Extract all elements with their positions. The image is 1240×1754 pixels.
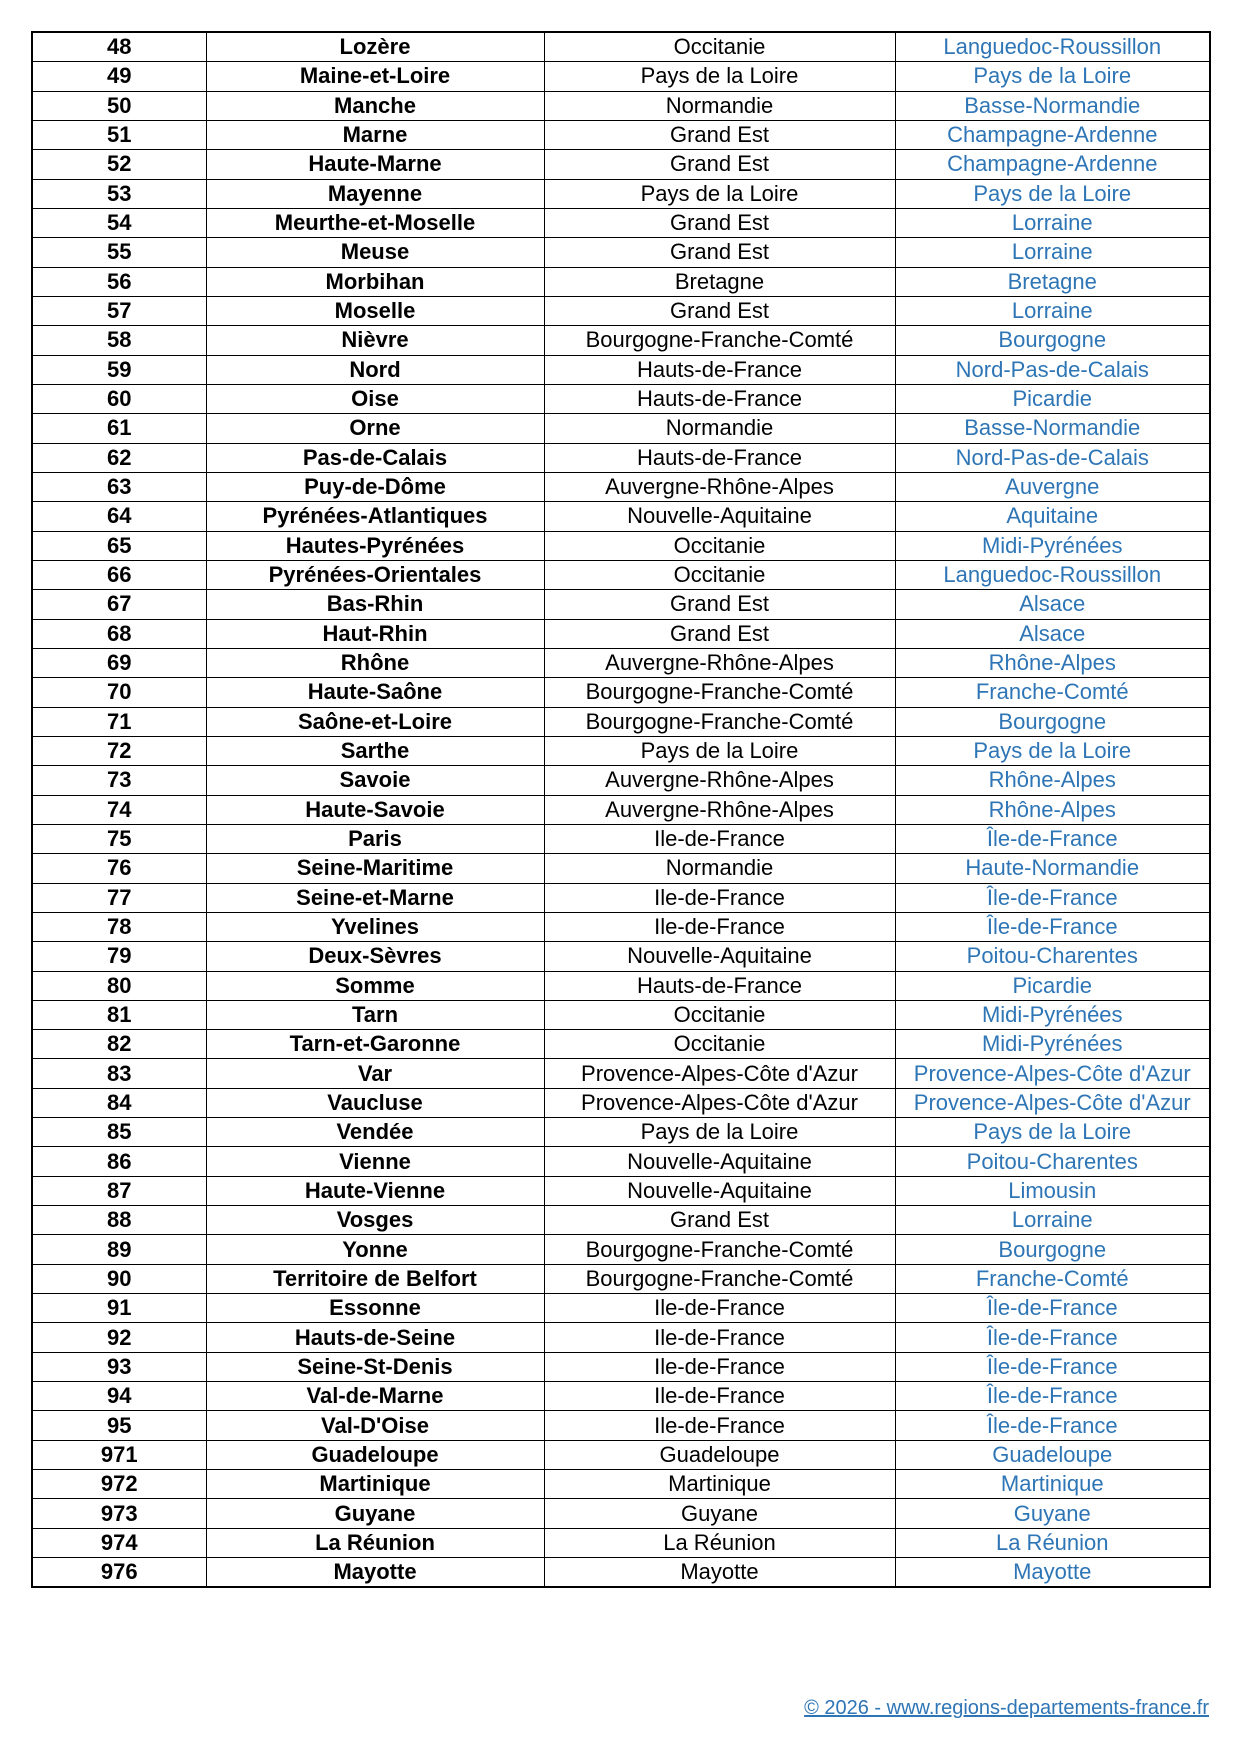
former-region-name: Poitou-Charentes <box>895 942 1210 971</box>
department-name: Nord <box>206 355 544 384</box>
table-row <box>32 296 1210 325</box>
department-name: Val-D'Oise <box>206 1411 544 1440</box>
department-name: Haute-Marne <box>206 150 544 179</box>
table-row <box>32 1176 1210 1205</box>
former-region-name: Lorraine <box>895 238 1210 267</box>
former-region-name: Franche-Comté <box>895 678 1210 707</box>
department-number: 93 <box>32 1352 206 1381</box>
table-row <box>32 62 1210 91</box>
department-number: 62 <box>32 443 206 472</box>
former-region-name: Poitou-Charentes <box>895 1147 1210 1176</box>
department-number: 54 <box>32 208 206 237</box>
table-row <box>32 120 1210 149</box>
former-region-name: Île-de-France <box>895 1352 1210 1381</box>
table-row <box>32 1382 1210 1411</box>
department-number: 84 <box>32 1088 206 1117</box>
former-region-name: Île-de-France <box>895 824 1210 853</box>
former-region-name: Limousin <box>895 1176 1210 1205</box>
former-region-name: Provence-Alpes-Côte d'Azur <box>895 1059 1210 1088</box>
former-region-name: Nord-Pas-de-Calais <box>895 355 1210 384</box>
table-row <box>32 1030 1210 1059</box>
table-row <box>32 1147 1210 1176</box>
department-number: 71 <box>32 707 206 736</box>
table-row <box>32 1352 1210 1381</box>
table-row <box>32 531 1210 560</box>
table-row <box>32 502 1210 531</box>
table-row <box>32 91 1210 120</box>
department-name: Mayenne <box>206 179 544 208</box>
former-region-name: Île-de-France <box>895 1382 1210 1411</box>
former-region-name: Haute-Normandie <box>895 854 1210 883</box>
table-row <box>32 942 1210 971</box>
former-region-name: Île-de-France <box>895 912 1210 941</box>
department-name: Territoire de Belfort <box>206 1264 544 1293</box>
table-row <box>32 883 1210 912</box>
former-region-name: Franche-Comté <box>895 1264 1210 1293</box>
department-name: Martinique <box>206 1470 544 1499</box>
department-number: 70 <box>32 678 206 707</box>
former-region-name: Champagne-Ardenne <box>895 120 1210 149</box>
department-name: Pyrénées-Atlantiques <box>206 502 544 531</box>
department-number: 67 <box>32 590 206 619</box>
department-name: Deux-Sèvres <box>206 942 544 971</box>
table-row <box>32 179 1210 208</box>
region-name: Provence-Alpes-Côte d'Azur <box>544 1088 895 1117</box>
department-name: Saône-et-Loire <box>206 707 544 736</box>
region-name: Grand Est <box>544 296 895 325</box>
department-name: Rhône <box>206 648 544 677</box>
department-number: 95 <box>32 1411 206 1440</box>
department-name: Somme <box>206 971 544 1000</box>
region-name: Guyane <box>544 1499 895 1528</box>
department-number: 72 <box>32 736 206 765</box>
department-name: Haute-Savoie <box>206 795 544 824</box>
department-name: Vienne <box>206 1147 544 1176</box>
region-name: Nouvelle-Aquitaine <box>544 942 895 971</box>
region-name: Ile-de-France <box>544 1352 895 1381</box>
department-name: Bas-Rhin <box>206 590 544 619</box>
former-region-name: Pays de la Loire <box>895 179 1210 208</box>
department-number: 58 <box>32 326 206 355</box>
table-row <box>32 971 1210 1000</box>
region-name: Hauts-de-France <box>544 443 895 472</box>
former-region-name: Guadeloupe <box>895 1440 1210 1469</box>
region-name: Occitanie <box>544 1030 895 1059</box>
region-name: Hauts-de-France <box>544 971 895 1000</box>
department-number: 92 <box>32 1323 206 1352</box>
region-name: Auvergne-Rhône-Alpes <box>544 766 895 795</box>
copyright-link[interactable]: © 2026 - www.regions-departements-france.fr <box>804 1697 1209 1719</box>
former-region-name: Midi-Pyrénées <box>895 1030 1210 1059</box>
former-region-name: Basse-Normandie <box>895 414 1210 443</box>
table-row <box>32 1470 1210 1499</box>
department-number: 94 <box>32 1382 206 1411</box>
department-number: 76 <box>32 854 206 883</box>
table-row <box>32 208 1210 237</box>
department-name: Vaucluse <box>206 1088 544 1117</box>
table-row <box>32 1000 1210 1029</box>
former-region-name: Guyane <box>895 1499 1210 1528</box>
region-name: Nouvelle-Aquitaine <box>544 1176 895 1205</box>
former-region-name: Île-de-France <box>895 883 1210 912</box>
region-name: Ile-de-France <box>544 1382 895 1411</box>
former-region-name: Nord-Pas-de-Calais <box>895 443 1210 472</box>
region-name: Occitanie <box>544 1000 895 1029</box>
region-name: Bourgogne-Franche-Comté <box>544 678 895 707</box>
region-name: Mayotte <box>544 1558 895 1588</box>
department-name: Puy-de-Dôme <box>206 472 544 501</box>
department-number: 88 <box>32 1206 206 1235</box>
department-name: Sarthe <box>206 736 544 765</box>
department-number: 974 <box>32 1528 206 1557</box>
region-name: Pays de la Loire <box>544 62 895 91</box>
former-region-name: Auvergne <box>895 472 1210 501</box>
department-number: 87 <box>32 1176 206 1205</box>
region-name: Bourgogne-Franche-Comté <box>544 326 895 355</box>
table-row <box>32 1088 1210 1117</box>
department-number: 64 <box>32 502 206 531</box>
region-name: Nouvelle-Aquitaine <box>544 502 895 531</box>
department-number: 80 <box>32 971 206 1000</box>
region-name: Ile-de-France <box>544 824 895 853</box>
table-row <box>32 736 1210 765</box>
table-row <box>32 1264 1210 1293</box>
region-name: Ile-de-France <box>544 1323 895 1352</box>
department-number: 56 <box>32 267 206 296</box>
department-name: Haute-Vienne <box>206 1176 544 1205</box>
table-row <box>32 443 1210 472</box>
former-region-name: Pays de la Loire <box>895 62 1210 91</box>
region-name: Ile-de-France <box>544 1411 895 1440</box>
table-row <box>32 1323 1210 1352</box>
table-row <box>32 912 1210 941</box>
department-number: 972 <box>32 1470 206 1499</box>
former-region-name: Île-de-France <box>895 1294 1210 1323</box>
department-number: 69 <box>32 648 206 677</box>
former-region-name: Martinique <box>895 1470 1210 1499</box>
table-row <box>32 1558 1210 1588</box>
region-name: Pays de la Loire <box>544 736 895 765</box>
table-row <box>32 326 1210 355</box>
region-name: Normandie <box>544 91 895 120</box>
former-region-name: Bourgogne <box>895 707 1210 736</box>
department-name: Pyrénées-Orientales <box>206 560 544 589</box>
table-row <box>32 648 1210 677</box>
table-row <box>32 1059 1210 1088</box>
department-name: Seine-Maritime <box>206 854 544 883</box>
department-number: 51 <box>32 120 206 149</box>
former-region-name: Rhône-Alpes <box>895 648 1210 677</box>
region-name: Occitanie <box>544 32 895 62</box>
department-number: 81 <box>32 1000 206 1029</box>
department-name: Yonne <box>206 1235 544 1264</box>
department-name: Lozère <box>206 32 544 62</box>
department-name: Essonne <box>206 1294 544 1323</box>
department-number: 50 <box>32 91 206 120</box>
former-region-name: Picardie <box>895 971 1210 1000</box>
department-number: 57 <box>32 296 206 325</box>
department-name: Maine-et-Loire <box>206 62 544 91</box>
department-number: 61 <box>32 414 206 443</box>
department-number: 89 <box>32 1235 206 1264</box>
department-name: La Réunion <box>206 1528 544 1557</box>
department-name: Moselle <box>206 296 544 325</box>
department-name: Yvelines <box>206 912 544 941</box>
region-name: Grand Est <box>544 238 895 267</box>
department-number: 53 <box>32 179 206 208</box>
former-region-name: Champagne-Ardenne <box>895 150 1210 179</box>
region-name: Normandie <box>544 854 895 883</box>
former-region-name: Lorraine <box>895 208 1210 237</box>
department-name: Val-de-Marne <box>206 1382 544 1411</box>
region-name: Grand Est <box>544 590 895 619</box>
department-name: Vosges <box>206 1206 544 1235</box>
region-name: Occitanie <box>544 531 895 560</box>
former-region-name: Bourgogne <box>895 326 1210 355</box>
department-name: Seine-St-Denis <box>206 1352 544 1381</box>
table-row <box>32 384 1210 413</box>
former-region-name: Rhône-Alpes <box>895 795 1210 824</box>
departments-table-body <box>32 32 1210 1587</box>
table-row <box>32 355 1210 384</box>
former-region-name: Bourgogne <box>895 1235 1210 1264</box>
former-region-name: Aquitaine <box>895 502 1210 531</box>
department-number: 79 <box>32 942 206 971</box>
department-name: Oise <box>206 384 544 413</box>
former-region-name: Alsace <box>895 590 1210 619</box>
department-number: 86 <box>32 1147 206 1176</box>
department-number: 78 <box>32 912 206 941</box>
department-name: Hautes-Pyrénées <box>206 531 544 560</box>
region-name: Nouvelle-Aquitaine <box>544 1147 895 1176</box>
region-name: Hauts-de-France <box>544 384 895 413</box>
department-name: Guyane <box>206 1499 544 1528</box>
department-number: 82 <box>32 1030 206 1059</box>
table-row <box>32 824 1210 853</box>
department-name: Savoie <box>206 766 544 795</box>
former-region-name: Mayotte <box>895 1558 1210 1588</box>
department-name: Seine-et-Marne <box>206 883 544 912</box>
departments-table <box>31 31 1211 1588</box>
department-number: 66 <box>32 560 206 589</box>
region-name: Bourgogne-Franche-Comté <box>544 1235 895 1264</box>
department-name: Meuse <box>206 238 544 267</box>
table-row <box>32 1206 1210 1235</box>
former-region-name: Provence-Alpes-Côte d'Azur <box>895 1088 1210 1117</box>
region-name: Bretagne <box>544 267 895 296</box>
region-name: Pays de la Loire <box>544 1118 895 1147</box>
former-region-name: Bretagne <box>895 267 1210 296</box>
department-number: 63 <box>32 472 206 501</box>
department-name: Tarn-et-Garonne <box>206 1030 544 1059</box>
department-number: 55 <box>32 238 206 267</box>
region-name: Pays de la Loire <box>544 179 895 208</box>
region-name: Grand Est <box>544 208 895 237</box>
table-row <box>32 238 1210 267</box>
region-name: Auvergne-Rhône-Alpes <box>544 648 895 677</box>
table-row <box>32 267 1210 296</box>
region-name: La Réunion <box>544 1528 895 1557</box>
former-region-name: Lorraine <box>895 296 1210 325</box>
former-region-name: Languedoc-Roussillon <box>895 32 1210 62</box>
table-row <box>32 414 1210 443</box>
department-name: Haut-Rhin <box>206 619 544 648</box>
department-number: 74 <box>32 795 206 824</box>
table-row <box>32 1440 1210 1469</box>
department-number: 48 <box>32 32 206 62</box>
department-name: Orne <box>206 414 544 443</box>
region-name: Normandie <box>544 414 895 443</box>
former-region-name: Pays de la Loire <box>895 1118 1210 1147</box>
department-number: 91 <box>32 1294 206 1323</box>
table-row <box>32 1499 1210 1528</box>
department-name: Paris <box>206 824 544 853</box>
table-row <box>32 560 1210 589</box>
department-name: Meurthe-et-Moselle <box>206 208 544 237</box>
region-name: Grand Est <box>544 619 895 648</box>
table-row <box>32 472 1210 501</box>
former-region-name: Rhône-Alpes <box>895 766 1210 795</box>
department-name: Nièvre <box>206 326 544 355</box>
former-region-name: Île-de-France <box>895 1411 1210 1440</box>
department-name: Guadeloupe <box>206 1440 544 1469</box>
region-name: Martinique <box>544 1470 895 1499</box>
table-row <box>32 766 1210 795</box>
former-region-name: Alsace <box>895 619 1210 648</box>
table-row <box>32 795 1210 824</box>
region-name: Auvergne-Rhône-Alpes <box>544 795 895 824</box>
former-region-name: Midi-Pyrénées <box>895 531 1210 560</box>
department-name: Vendée <box>206 1118 544 1147</box>
table-row <box>32 707 1210 736</box>
department-name: Manche <box>206 91 544 120</box>
table-row <box>32 590 1210 619</box>
former-region-name: La Réunion <box>895 1528 1210 1557</box>
department-number: 65 <box>32 531 206 560</box>
department-number: 52 <box>32 150 206 179</box>
region-name: Grand Est <box>544 120 895 149</box>
department-number: 90 <box>32 1264 206 1293</box>
department-name: Mayotte <box>206 1558 544 1588</box>
region-name: Ile-de-France <box>544 883 895 912</box>
department-name: Hauts-de-Seine <box>206 1323 544 1352</box>
table-row <box>32 619 1210 648</box>
department-number: 75 <box>32 824 206 853</box>
department-name: Tarn <box>206 1000 544 1029</box>
department-number: 60 <box>32 384 206 413</box>
department-number: 49 <box>32 62 206 91</box>
former-region-name: Île-de-France <box>895 1323 1210 1352</box>
region-name: Guadeloupe <box>544 1440 895 1469</box>
table-row <box>32 1294 1210 1323</box>
region-name: Bourgogne-Franche-Comté <box>544 1264 895 1293</box>
region-name: Hauts-de-France <box>544 355 895 384</box>
former-region-name: Midi-Pyrénées <box>895 1000 1210 1029</box>
department-number: 77 <box>32 883 206 912</box>
region-name: Grand Est <box>544 1206 895 1235</box>
former-region-name: Languedoc-Roussillon <box>895 560 1210 589</box>
department-name: Pas-de-Calais <box>206 443 544 472</box>
department-number: 976 <box>32 1558 206 1588</box>
table-row <box>32 150 1210 179</box>
department-number: 68 <box>32 619 206 648</box>
department-name: Haute-Saône <box>206 678 544 707</box>
department-number: 973 <box>32 1499 206 1528</box>
region-name: Auvergne-Rhône-Alpes <box>544 472 895 501</box>
region-name: Provence-Alpes-Côte d'Azur <box>544 1059 895 1088</box>
table-row <box>32 1235 1210 1264</box>
department-name: Morbihan <box>206 267 544 296</box>
department-number: 85 <box>32 1118 206 1147</box>
table-row <box>32 1411 1210 1440</box>
region-name: Bourgogne-Franche-Comté <box>544 707 895 736</box>
region-name: Occitanie <box>544 560 895 589</box>
region-name: Ile-de-France <box>544 912 895 941</box>
department-number: 59 <box>32 355 206 384</box>
former-region-name: Basse-Normandie <box>895 91 1210 120</box>
table-row <box>32 678 1210 707</box>
region-name: Ile-de-France <box>544 1294 895 1323</box>
table-row <box>32 1528 1210 1557</box>
department-name: Var <box>206 1059 544 1088</box>
department-number: 83 <box>32 1059 206 1088</box>
region-name: Grand Est <box>544 150 895 179</box>
former-region-name: Pays de la Loire <box>895 736 1210 765</box>
table-row <box>32 1118 1210 1147</box>
table-row <box>32 854 1210 883</box>
table-row <box>32 32 1210 62</box>
department-number: 73 <box>32 766 206 795</box>
former-region-name: Lorraine <box>895 1206 1210 1235</box>
former-region-name: Picardie <box>895 384 1210 413</box>
department-name: Marne <box>206 120 544 149</box>
department-number: 971 <box>32 1440 206 1469</box>
